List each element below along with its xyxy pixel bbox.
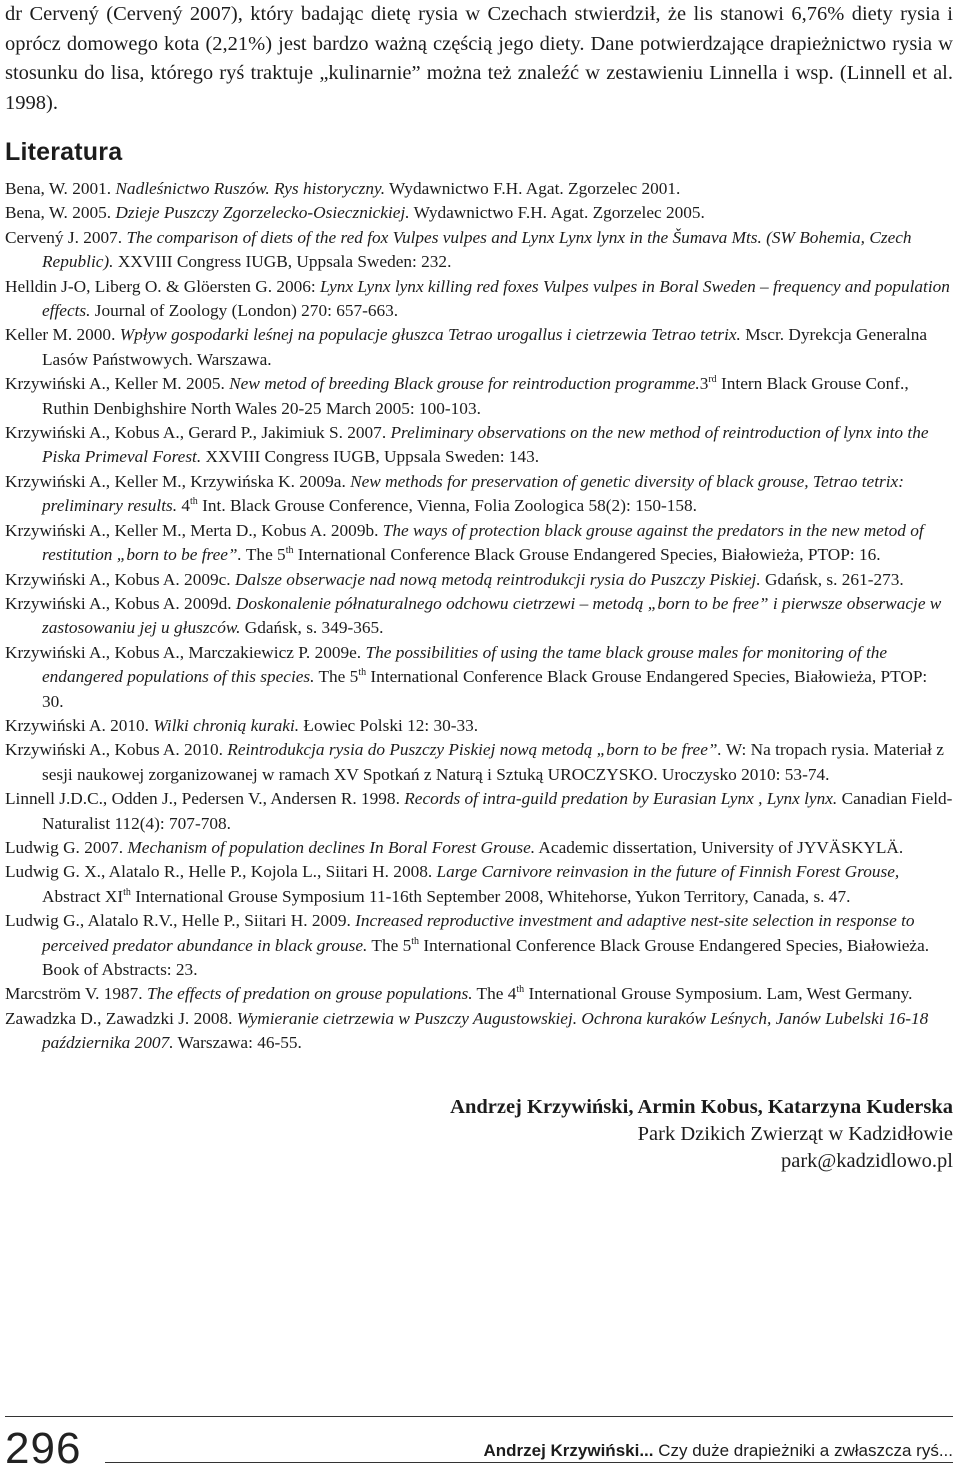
reference-item bbox=[5, 787, 953, 836]
reference-title: Nadleśnictwo Ruszów. Rys historyczny. bbox=[115, 179, 386, 198]
reference-source-cont: Intern Black Grouse Conf., Ruthin Denbighshire North Wales 20-25 March 2005: 100-103. bbox=[42, 374, 909, 418]
reference-source: The 5 bbox=[314, 667, 359, 687]
author-affiliation: Park Dzikich Zwierząt w Kadzidłowie bbox=[637, 1122, 953, 1145]
reference-title: The possibilities of using the tame black grouse males for monitoring of the endangered populations of this species. bbox=[42, 642, 888, 687]
reference-title: Wpływ gospodarki leśnej na populacje głuszca Tetrao urogallus i cietrzewia Tetrao tetrix. bbox=[119, 325, 741, 345]
reference-authors: Linnell J.D.C., Odden J., Pedersen V., Andersen R. 1998. bbox=[5, 789, 405, 809]
reference-authors: Ludwig G. X., Alatalo R., Helle P., Kojola L., Siitari H. 2008. bbox=[5, 862, 437, 882]
footer-top-rule bbox=[5, 1416, 953, 1417]
reference-item bbox=[5, 641, 953, 714]
reference-title: The ways of protection black grouse against the predators in the new metod of restitution „born to be free”. bbox=[42, 520, 924, 565]
reference-title: Lynx Lynx lynx killing red foxes Vulpes vulpes in Boral Sweden – frequency and population effects. bbox=[42, 276, 950, 321]
reference-ordinal: th bbox=[516, 984, 525, 996]
reference-title: Records of intra-guild predation by Eurasian Lynx , Lynx lynx. bbox=[404, 789, 838, 809]
reference-source: The 5 bbox=[367, 935, 412, 955]
reference-item bbox=[5, 860, 953, 909]
reference-ordinal: th bbox=[285, 545, 294, 557]
reference-ordinal: th bbox=[123, 886, 131, 898]
reference-title: Large Carnivore reinvasion in the future of Finnish Forest Grouse, bbox=[436, 862, 900, 882]
reference-item bbox=[5, 1007, 953, 1056]
reference-authors: Krzywiński A., Kobus A. 2009d. bbox=[5, 593, 236, 613]
reference-source-cont: International Grouse Symposium 11-16th September 2008, Whitehorse, Yukon Territory, Canada, s. 47. bbox=[130, 886, 851, 906]
reference-authors: Helldin J-O, Liberg O. & Glöersten G. 2006: bbox=[5, 276, 321, 296]
footer-bottom-rule bbox=[105, 1462, 953, 1463]
reference-authors: Krzywiński A. 2010. bbox=[5, 715, 154, 735]
reference-source: XXVIII Congress IUGB, Uppsala Sweden: 143. bbox=[201, 447, 540, 467]
reference-source-cont: International Conference Black Grouse Endangered Species, Białowieża, PTOP: 30. bbox=[42, 667, 928, 711]
reference-item bbox=[5, 714, 953, 738]
reference-title: Preliminary observations on the new method of reintroduction of lynx into the Piska Primeval Forest. bbox=[42, 423, 929, 467]
running-header bbox=[483, 1441, 953, 1461]
reference-authors: Krzywiński A., Kobus A., Gerard P., Jakimiuk S. 2007. bbox=[5, 423, 391, 443]
reference-authors: Marcström V. 1987. bbox=[5, 984, 147, 1004]
reference-source: Abstract XI bbox=[42, 886, 124, 906]
reference-list bbox=[5, 177, 953, 1056]
reference-title: The comparison of diets of the red fox Vulpes vulpes and Lynx Lynx lynx in the Šumava Mts. (SW Bohemia, Czech Republic). bbox=[42, 227, 912, 272]
reference-authors: Krzywiński A., Kobus A. 2009c. bbox=[5, 569, 235, 589]
reference-ordinal: rd bbox=[708, 374, 717, 386]
reference-item bbox=[5, 177, 953, 201]
author-names: Andrzej Krzywiński, Armin Kobus, Katarzyna Kuderska bbox=[450, 1095, 953, 1118]
reference-source: Mscr. Dyrekcja Generalna Lasów Państwowych. Warszawa. bbox=[42, 325, 928, 369]
reference-source-cont: International Conference Black Grouse Endangered Species, Białowieża, PTOP: 16. bbox=[293, 545, 881, 565]
reference-source: XXVIII Congress IUGB, Uppsala Sweden: 232. bbox=[113, 252, 452, 272]
reference-source-cont: International Grouse Symposium. Lam, West Germany. bbox=[524, 984, 913, 1004]
reference-ordinal: th bbox=[411, 935, 419, 947]
reference-item bbox=[5, 519, 953, 568]
reference-source: Canadian Field-Naturalist 112(4): 707-708. bbox=[42, 789, 953, 833]
reference-ordinal: th bbox=[190, 496, 198, 508]
article-page bbox=[5, 0, 953, 1175]
reference-source: Journal of Zoology (London) 270: 657-663. bbox=[90, 301, 399, 321]
reference-authors: Krzywiński A., Kobus A. 2010. bbox=[5, 740, 228, 760]
reference-source: The 4 bbox=[472, 984, 517, 1004]
reference-source: Warszawa: 46-55. bbox=[173, 1033, 302, 1053]
reference-item bbox=[5, 568, 953, 592]
reference-authors: Bena, W. 2001. bbox=[5, 179, 116, 198]
reference-title: Wymieranie cietrzewia w Puszczy Augustowskiej. Ochrona kuraków Leśnych, Janów Lubelski 16-18 października 2007. bbox=[42, 1008, 929, 1053]
literature-heading: Literatura bbox=[5, 138, 123, 166]
reference-authors: Ludwig G., Alatalo R.V., Helle P., Siitari H. 2009. bbox=[5, 911, 356, 931]
reference-item bbox=[5, 201, 953, 225]
reference-authors: Ludwig G. 2007. bbox=[5, 837, 128, 857]
reference-source: Wydawnictwo F.H. Agat. Zgorzelec 2001. bbox=[385, 179, 681, 198]
reference-item bbox=[5, 323, 953, 372]
reference-ordinal: th bbox=[358, 667, 367, 679]
running-title: Czy duże drapieżniki a zwłaszcza ryś... bbox=[653, 1441, 953, 1460]
intro-paragraph: dr Cervený (Cervený 2007), który badając dietę rysia w Czechach stwierdził, że lis stanowi 6,76% diety rysia i oprócz domowego kota (2,21%) jest bardzo ważną częścią jego diety. Dane potwierdzające drapieżnictwo rysia w stosunku do lisa, którego ryś traktuje „kulinarnie” można też znaleźć w zestawieniu Linnella i wsp. (Linnell et al. 1998). bbox=[5, 3, 953, 114]
page-footer bbox=[5, 1416, 953, 1472]
reference-source: W: Na tropach rysia. Materiał z sesji naukowej zorganizowanej w ramach XV Spotkań z Naturą i Sztuką UROCZYSKO. Uroczysko 2010: 53-74. bbox=[42, 740, 944, 784]
reference-item bbox=[5, 275, 953, 324]
reference-title: Doskonalenie półnaturalnego odchowu cietrzewi – metodą „born to be free” i pierwsze obserwacje w zastosowaniu jej u głuszców. bbox=[42, 593, 942, 638]
reference-source: The 5 bbox=[241, 545, 286, 565]
reference-title: The effects of predation on grouse populations. bbox=[146, 984, 473, 1004]
reference-source: Wydawnictwo F.H. Agat. Zgorzelec 2005. bbox=[409, 203, 705, 223]
reference-authors: Cervený J. 2007. bbox=[5, 227, 127, 247]
reference-item bbox=[5, 226, 953, 275]
reference-title: Increased reproductive investment and adaptive nest-site selection in response to perceived predator abundance in black grouse. bbox=[42, 911, 915, 955]
reference-source: Łowiec Polski 12: 30-33. bbox=[299, 715, 479, 735]
reference-title: Mechanism of population declines In Boral Forest Grouse. bbox=[127, 837, 536, 857]
reference-authors: Krzywiński A., Kobus A., Marczakiewicz P. 2009e. bbox=[5, 642, 366, 662]
reference-source: Gdańsk, s. 349-365. bbox=[240, 618, 384, 638]
reference-authors: Zawadzka D., Zawadzki J. 2008. bbox=[5, 1008, 237, 1028]
reference-authors: Krzywiński A., Keller M., Merta D., Kobus A. 2009b. bbox=[5, 520, 383, 540]
reference-source: Academic dissertation, University of JYVÄSKYLÄ. bbox=[535, 837, 904, 857]
reference-item bbox=[5, 470, 953, 519]
reference-item bbox=[5, 372, 953, 421]
reference-source: Gdańsk, s. 261-273. bbox=[760, 569, 904, 589]
reference-authors: Krzywiński A., Keller M. 2005. bbox=[5, 374, 230, 394]
reference-item bbox=[5, 909, 953, 982]
reference-item bbox=[5, 592, 953, 641]
reference-title: Dalsze obserwacje nad nową metodą reintrodukcji rysia do Puszczy Piskiej. bbox=[234, 569, 761, 589]
reference-title: New methods for preservation of genetic diversity of black grouse, Tetrao tetrix: preliminary results. bbox=[42, 471, 904, 516]
reference-item bbox=[5, 421, 953, 470]
reference-authors: Keller M. 2000. bbox=[5, 325, 120, 345]
reference-item bbox=[5, 982, 953, 1006]
reference-authors: Bena, W. 2005. bbox=[5, 203, 116, 223]
reference-authors: Krzywiński A., Keller M., Krzywińska K. 2009a. bbox=[5, 471, 351, 491]
reference-title: Reintrodukcja rysia do Puszczy Piskiej nową metodą „born to be free”. bbox=[227, 740, 722, 760]
reference-source: 3 bbox=[699, 374, 709, 394]
reference-source-cont: Int. Black Grouse Conference, Vienna, Folia Zoologica 58(2): 150-158. bbox=[197, 496, 697, 516]
reference-source-cont: International Conference Black Grouse Endangered Species, Białowieża. Book of Abstracts: 23. bbox=[42, 935, 930, 979]
running-author: Andrzej Krzywiński... bbox=[483, 1441, 654, 1460]
reference-title: New metod of breeding Black grouse for reintroduction programme. bbox=[229, 374, 700, 394]
author-signature bbox=[5, 1094, 953, 1175]
reference-item bbox=[5, 836, 953, 860]
reference-title: Wilki chronią kuraki. bbox=[153, 715, 300, 735]
reference-source: 4 bbox=[177, 496, 191, 516]
page-number: 296 bbox=[5, 1424, 82, 1473]
author-email: park@kadzidlowo.pl bbox=[780, 1149, 953, 1172]
reference-item bbox=[5, 738, 953, 787]
reference-title: Dzieje Puszczy Zgorzelecko-Osiecznickiej. bbox=[115, 203, 410, 223]
